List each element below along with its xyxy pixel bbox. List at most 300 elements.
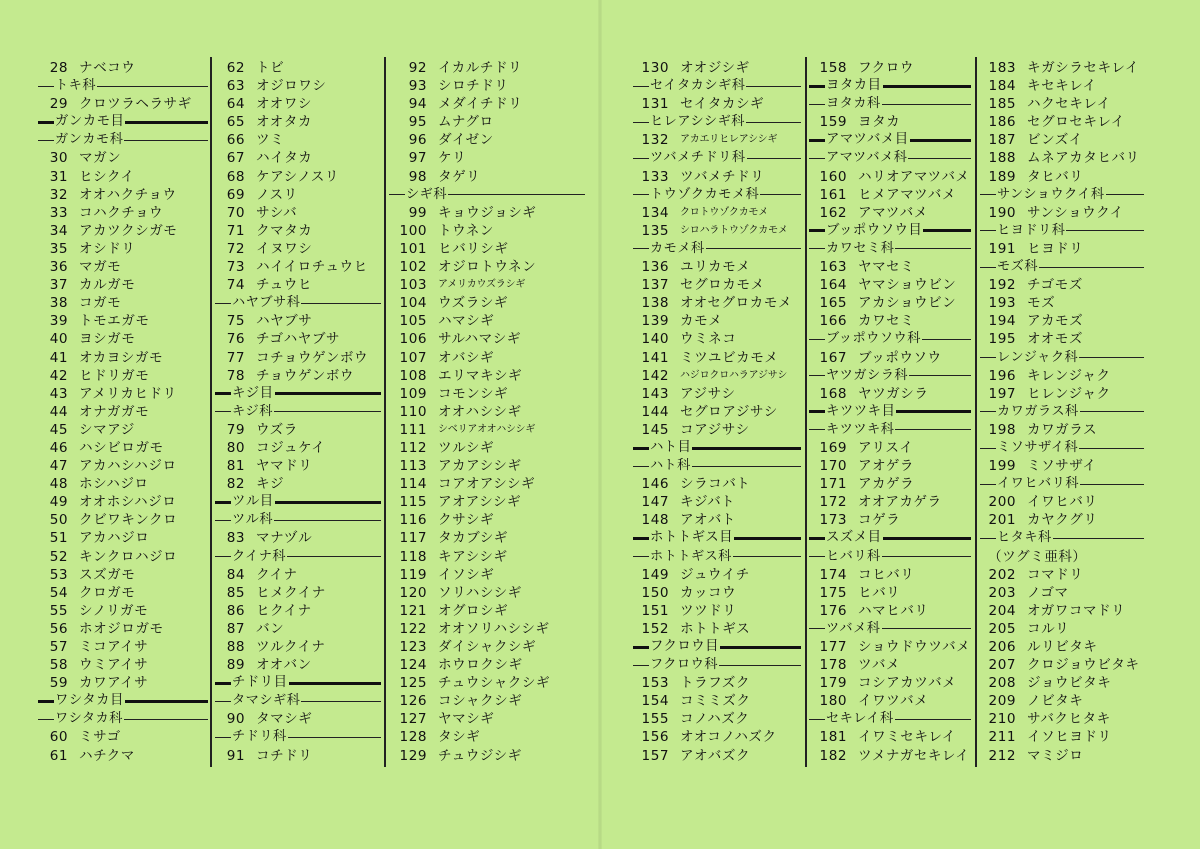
species-name: オシドリ xyxy=(79,240,136,257)
header-rule xyxy=(1079,357,1144,358)
species-number: 49 xyxy=(49,494,68,511)
species-number: 178 xyxy=(819,657,847,674)
family-header xyxy=(215,403,381,421)
header-rule xyxy=(895,429,971,430)
order-header xyxy=(38,113,208,131)
species-number: 182 xyxy=(819,747,847,764)
family-header xyxy=(38,710,208,728)
species-name: ブッポウソウ xyxy=(858,349,942,366)
species-number: 36 xyxy=(49,259,68,276)
species-name: コガモ xyxy=(79,295,122,312)
header-label: レンジャク科 xyxy=(997,349,1079,365)
header-rule xyxy=(124,140,208,141)
species-name: ミツユビカモメ xyxy=(680,349,779,366)
species-row xyxy=(38,475,208,493)
species-number: 162 xyxy=(819,204,847,221)
species-number: 60 xyxy=(49,729,68,746)
species-name: ウミネコ xyxy=(680,331,737,348)
header-label: ヒレアシシギ科 xyxy=(650,114,745,130)
species-row xyxy=(38,674,208,692)
species-number: 98 xyxy=(408,168,427,185)
species-row xyxy=(215,240,381,258)
header-rule xyxy=(895,248,971,249)
species-name: ソリハシシギ xyxy=(438,584,522,601)
species-number: 113 xyxy=(399,458,427,475)
species-row xyxy=(389,728,585,746)
species-row xyxy=(809,493,971,511)
species-name: ムナグロ xyxy=(438,114,494,131)
species-name: サンショウクイ xyxy=(1027,204,1124,221)
header-rule xyxy=(633,665,649,666)
species-name: ヒクイナ xyxy=(256,602,312,619)
column-divider xyxy=(805,57,807,767)
species-name: オオジシギ xyxy=(680,60,750,76)
species-name: ツメナガセキレイ xyxy=(858,747,970,764)
species-name: エリマキシギ xyxy=(438,367,523,384)
species-row xyxy=(633,620,801,638)
header-label: クイナ科 xyxy=(232,548,287,564)
header-rule xyxy=(746,122,801,123)
species-name: トラフズク xyxy=(680,675,750,692)
header-rule xyxy=(301,701,381,702)
species-number: 158 xyxy=(819,60,847,76)
species-number: 115 xyxy=(399,494,427,511)
header-rule xyxy=(980,357,996,358)
header-rule xyxy=(980,267,996,268)
species-name: コシャクシギ xyxy=(438,693,523,710)
species-name: オオアカゲラ xyxy=(858,494,942,511)
species-name: ヤマセミ xyxy=(858,259,915,276)
species-number: 207 xyxy=(988,657,1016,674)
species-row xyxy=(633,168,801,186)
species-number: 39 xyxy=(49,313,68,330)
header-rule xyxy=(633,646,649,649)
species-name: トウネン xyxy=(438,222,494,239)
header-rule xyxy=(215,520,231,521)
species-name: スズガモ xyxy=(79,566,136,583)
species-number: 37 xyxy=(49,277,68,294)
species-row xyxy=(633,747,801,765)
species-number: 107 xyxy=(399,349,427,366)
species-row xyxy=(809,204,971,222)
order-header xyxy=(215,674,381,692)
species-name: オガワコマドリ xyxy=(1027,602,1126,619)
species-row xyxy=(389,276,585,294)
species-name: イワヒバリ xyxy=(1027,494,1098,511)
species-row xyxy=(633,59,801,77)
order-header xyxy=(633,529,801,547)
species-number: 154 xyxy=(641,693,669,710)
species-row xyxy=(809,294,971,312)
order-header xyxy=(215,493,381,511)
species-row xyxy=(980,566,1144,584)
family-header xyxy=(38,131,208,149)
species-name: ホウロクシギ xyxy=(438,657,523,674)
order-header xyxy=(809,131,971,149)
species-row xyxy=(633,204,801,222)
header-rule xyxy=(215,701,231,702)
species-number: 181 xyxy=(819,729,847,746)
header-rule xyxy=(746,86,801,87)
species-name: コミミズク xyxy=(680,693,751,710)
header-rule xyxy=(389,194,405,195)
species-number: 80 xyxy=(226,439,245,456)
order-header xyxy=(809,403,971,421)
species-row xyxy=(389,312,585,330)
header-rule xyxy=(809,104,825,105)
species-name: オバシギ xyxy=(438,349,495,366)
family-header xyxy=(809,95,971,113)
species-number: 100 xyxy=(399,222,427,239)
header-label: ツバメ科 xyxy=(826,620,881,636)
species-name: イソヒヨドリ xyxy=(1027,729,1112,746)
species-number: 50 xyxy=(49,512,68,529)
family-header xyxy=(980,403,1144,421)
species-row xyxy=(389,511,585,529)
species-row xyxy=(215,747,381,765)
header-rule xyxy=(124,719,208,720)
header-rule xyxy=(633,556,649,557)
species-row xyxy=(389,620,585,638)
species-row xyxy=(633,602,801,620)
species-name: ショウドウツバメ xyxy=(858,639,971,655)
header-rule xyxy=(747,158,801,159)
species-number: 206 xyxy=(988,639,1016,655)
species-name: タカブシギ xyxy=(438,530,508,547)
header-rule xyxy=(980,448,996,449)
species-number: 156 xyxy=(641,729,669,746)
species-name: ハイイロチュウヒ xyxy=(256,259,368,276)
species-number: 122 xyxy=(399,620,427,637)
species-number: 193 xyxy=(988,295,1016,312)
species-row xyxy=(389,385,585,403)
species-number: 31 xyxy=(49,168,68,185)
species-row xyxy=(38,421,208,439)
species-number: 155 xyxy=(641,711,669,728)
header-rule xyxy=(274,520,381,521)
species-number: 119 xyxy=(399,566,427,583)
species-row xyxy=(980,294,1144,312)
species-name: ヒヨドリ xyxy=(1027,240,1084,257)
species-number: 85 xyxy=(226,584,245,601)
species-number: 183 xyxy=(988,60,1016,76)
header-rule xyxy=(215,392,231,395)
species-name: カワセミ xyxy=(858,313,915,330)
header-label: チドリ目 xyxy=(232,675,288,691)
species-name: コルリ xyxy=(1027,620,1070,637)
species-number: 84 xyxy=(226,566,245,583)
species-number: 28 xyxy=(49,60,68,76)
species-row xyxy=(389,330,585,348)
species-row xyxy=(38,240,208,258)
species-number: 79 xyxy=(226,421,245,438)
species-number: 124 xyxy=(399,657,427,674)
family-header xyxy=(809,240,971,258)
species-number: 29 xyxy=(49,96,68,113)
header-rule xyxy=(909,375,971,376)
species-name: クロトウゾクカモメ xyxy=(680,206,769,218)
species-name: コモンシギ xyxy=(438,385,509,402)
species-row xyxy=(980,511,1144,529)
species-number: 180 xyxy=(819,693,847,710)
species-number: 89 xyxy=(226,657,245,674)
species-number: 132 xyxy=(641,132,669,149)
species-number: 160 xyxy=(819,168,847,185)
species-name: アオゲラ xyxy=(858,458,914,475)
species-name: ヨシガモ xyxy=(79,331,136,348)
species-row xyxy=(38,168,208,186)
header-rule xyxy=(719,665,801,666)
header-rule xyxy=(38,700,54,703)
species-name: シノリガモ xyxy=(79,602,149,619)
header-label: キジ科 xyxy=(232,403,273,419)
species-row xyxy=(389,566,585,584)
family-header xyxy=(980,222,1144,240)
header-rule xyxy=(980,194,996,195)
species-name: ビンズイ xyxy=(1027,132,1083,149)
species-number: 74 xyxy=(226,277,245,294)
header-label: キツツキ科 xyxy=(826,421,895,437)
family-header xyxy=(633,149,801,167)
column-6 xyxy=(980,59,1144,765)
species-row xyxy=(38,439,208,457)
header-label: トウゾクカモメ科 xyxy=(650,186,760,202)
species-row xyxy=(38,638,208,656)
family-header xyxy=(809,330,971,348)
species-row xyxy=(389,602,585,620)
species-name: シロハラトウゾクカモメ xyxy=(680,224,788,236)
header-label: ワシタカ科 xyxy=(55,711,123,727)
species-number: 147 xyxy=(641,494,669,511)
species-row xyxy=(389,529,585,547)
species-row xyxy=(980,59,1144,77)
family-header xyxy=(809,367,971,385)
species-row xyxy=(389,95,585,113)
species-row xyxy=(389,113,585,131)
species-number: 173 xyxy=(819,512,847,529)
species-name: タヒバリ xyxy=(1027,168,1084,185)
species-row xyxy=(389,131,585,149)
species-name: オグロシギ xyxy=(438,602,509,619)
species-number: 41 xyxy=(49,349,68,366)
species-name: マガン xyxy=(79,150,122,167)
species-number: 129 xyxy=(399,747,427,764)
species-number: 99 xyxy=(408,204,427,221)
header-rule xyxy=(1079,448,1144,449)
species-name: キレンジャク xyxy=(1027,367,1111,384)
species-number: 165 xyxy=(819,295,847,312)
species-row xyxy=(809,638,971,656)
header-rule xyxy=(38,121,54,124)
species-name: クサシギ xyxy=(438,512,495,529)
column-divider xyxy=(975,57,977,767)
header-label: シギ科 xyxy=(406,186,448,202)
species-name: ヤツガシラ xyxy=(858,385,929,402)
header-label: モズ科 xyxy=(997,259,1039,275)
column-2 xyxy=(215,59,381,765)
species-number: 67 xyxy=(226,150,245,167)
species-row xyxy=(980,584,1144,602)
species-row xyxy=(38,602,208,620)
header-label: ハト目 xyxy=(650,439,692,455)
species-row xyxy=(980,602,1144,620)
species-number: 63 xyxy=(226,78,245,95)
species-row xyxy=(633,493,801,511)
header-rule xyxy=(734,537,801,540)
species-name: ヤマドリ xyxy=(256,458,313,475)
species-row xyxy=(809,747,971,765)
family-header xyxy=(980,349,1144,367)
species-name: クロツラヘラサギ xyxy=(79,96,192,113)
species-name: コマドリ xyxy=(1027,566,1084,583)
species-row xyxy=(633,403,801,421)
species-number: 192 xyxy=(988,277,1016,294)
header-rule xyxy=(809,410,825,413)
species-name: ヒドリガモ xyxy=(79,367,150,384)
family-header xyxy=(809,548,971,566)
column-divider xyxy=(384,57,386,767)
header-label: ツル目 xyxy=(232,494,274,510)
species-name: アオアシシギ xyxy=(438,494,522,511)
species-number: 125 xyxy=(399,675,427,692)
species-name: コゲラ xyxy=(858,512,901,529)
species-number: 61 xyxy=(49,747,68,764)
species-name: フクロウ xyxy=(858,60,914,76)
species-number: 78 xyxy=(226,367,245,384)
species-name: オオタカ xyxy=(256,114,312,131)
species-name: キガシラセキレイ xyxy=(1027,60,1139,76)
header-rule xyxy=(1106,194,1144,195)
species-number: 66 xyxy=(226,132,245,149)
species-row xyxy=(980,728,1144,746)
species-name: ヨタカ xyxy=(858,114,901,131)
species-number: 201 xyxy=(988,512,1016,529)
species-name: コアジサシ xyxy=(680,421,750,438)
species-name: ヒメクイナ xyxy=(256,584,326,601)
species-name: ホシハジロ xyxy=(79,476,149,493)
species-number: 133 xyxy=(641,168,669,185)
header-label: ワシタカ目 xyxy=(55,693,124,709)
species-row xyxy=(980,710,1144,728)
header-rule xyxy=(215,737,231,738)
species-row xyxy=(215,222,381,240)
species-name: ハジロクロハラアジサシ xyxy=(680,369,788,381)
header-rule xyxy=(38,86,54,87)
header-rule xyxy=(97,86,208,87)
header-label: タマシギ科 xyxy=(232,693,301,709)
species-name: ツミ xyxy=(256,132,285,149)
header-label: ツバメチドリ科 xyxy=(650,150,746,166)
header-rule xyxy=(125,121,208,124)
species-row xyxy=(633,511,801,529)
species-row xyxy=(809,276,971,294)
species-number: 40 xyxy=(49,331,68,348)
header-label: ガンカモ科 xyxy=(55,132,124,148)
species-number: 93 xyxy=(408,78,427,95)
species-row xyxy=(389,692,585,710)
species-row xyxy=(38,511,208,529)
species-number: 187 xyxy=(988,132,1016,149)
species-name: イソシギ xyxy=(438,566,495,583)
species-number: 144 xyxy=(641,403,669,420)
species-number: 48 xyxy=(49,476,68,493)
species-name: アカショウビン xyxy=(858,295,957,312)
species-number: 82 xyxy=(226,476,245,493)
header-rule xyxy=(633,86,649,87)
species-row xyxy=(980,312,1144,330)
species-number: 143 xyxy=(641,385,669,402)
species-name: アカツクシガモ xyxy=(79,222,178,239)
family-header xyxy=(633,186,801,204)
species-number: 174 xyxy=(819,566,847,583)
species-number: 137 xyxy=(641,277,669,294)
species-row xyxy=(809,602,971,620)
species-name: ナベコウ xyxy=(79,60,136,76)
species-number: 157 xyxy=(641,747,669,764)
species-number: 95 xyxy=(408,114,427,131)
species-number: 90 xyxy=(226,711,245,728)
species-number: 210 xyxy=(988,711,1016,728)
species-name: ホオジロガモ xyxy=(79,620,164,637)
header-label: セイタカシギ科 xyxy=(650,78,746,94)
header-rule xyxy=(760,194,801,195)
header-rule xyxy=(809,628,825,629)
species-row xyxy=(215,457,381,475)
species-number: 75 xyxy=(226,313,245,330)
species-name: アカハシハジロ xyxy=(79,458,177,475)
species-name: チョウゲンボウ xyxy=(256,367,354,384)
species-name: アメリカヒドリ xyxy=(79,385,177,402)
species-number: 166 xyxy=(819,313,847,330)
family-header xyxy=(633,656,801,674)
header-rule xyxy=(125,700,208,703)
species-number: 138 xyxy=(641,295,669,312)
species-name: オジロワシ xyxy=(256,78,327,95)
species-number: 203 xyxy=(988,584,1016,601)
species-name: ダイシャクシギ xyxy=(438,639,537,655)
species-row xyxy=(389,548,585,566)
species-name: コノハズク xyxy=(680,711,750,728)
species-name: シロチドリ xyxy=(438,78,509,95)
species-number: 76 xyxy=(226,331,245,348)
header-rule xyxy=(809,719,825,720)
column-5 xyxy=(809,59,971,765)
family-header xyxy=(980,186,1144,204)
species-name: アメリカウズラシギ xyxy=(438,279,526,291)
species-row xyxy=(633,222,801,240)
header-rule xyxy=(692,447,801,450)
species-name: コハクチョウ xyxy=(79,204,164,221)
species-row xyxy=(980,168,1144,186)
species-number: 70 xyxy=(226,204,245,221)
species-name: ハマシギ xyxy=(438,313,495,330)
header-rule xyxy=(883,85,971,88)
species-number: 42 xyxy=(49,367,68,384)
species-row xyxy=(389,59,585,77)
species-row xyxy=(809,656,971,674)
species-number: 179 xyxy=(819,675,847,692)
species-row xyxy=(633,131,801,149)
species-number: 57 xyxy=(49,639,68,655)
species-name: ハシビロガモ xyxy=(79,439,164,456)
header-label: ブッポウソウ科 xyxy=(826,331,921,347)
header-rule xyxy=(882,104,971,105)
species-row xyxy=(38,349,208,367)
species-name: キジ xyxy=(256,476,285,493)
species-name: イカルチドリ xyxy=(438,60,523,76)
species-number: 211 xyxy=(988,729,1016,746)
species-name: マミジロ xyxy=(1027,747,1084,764)
